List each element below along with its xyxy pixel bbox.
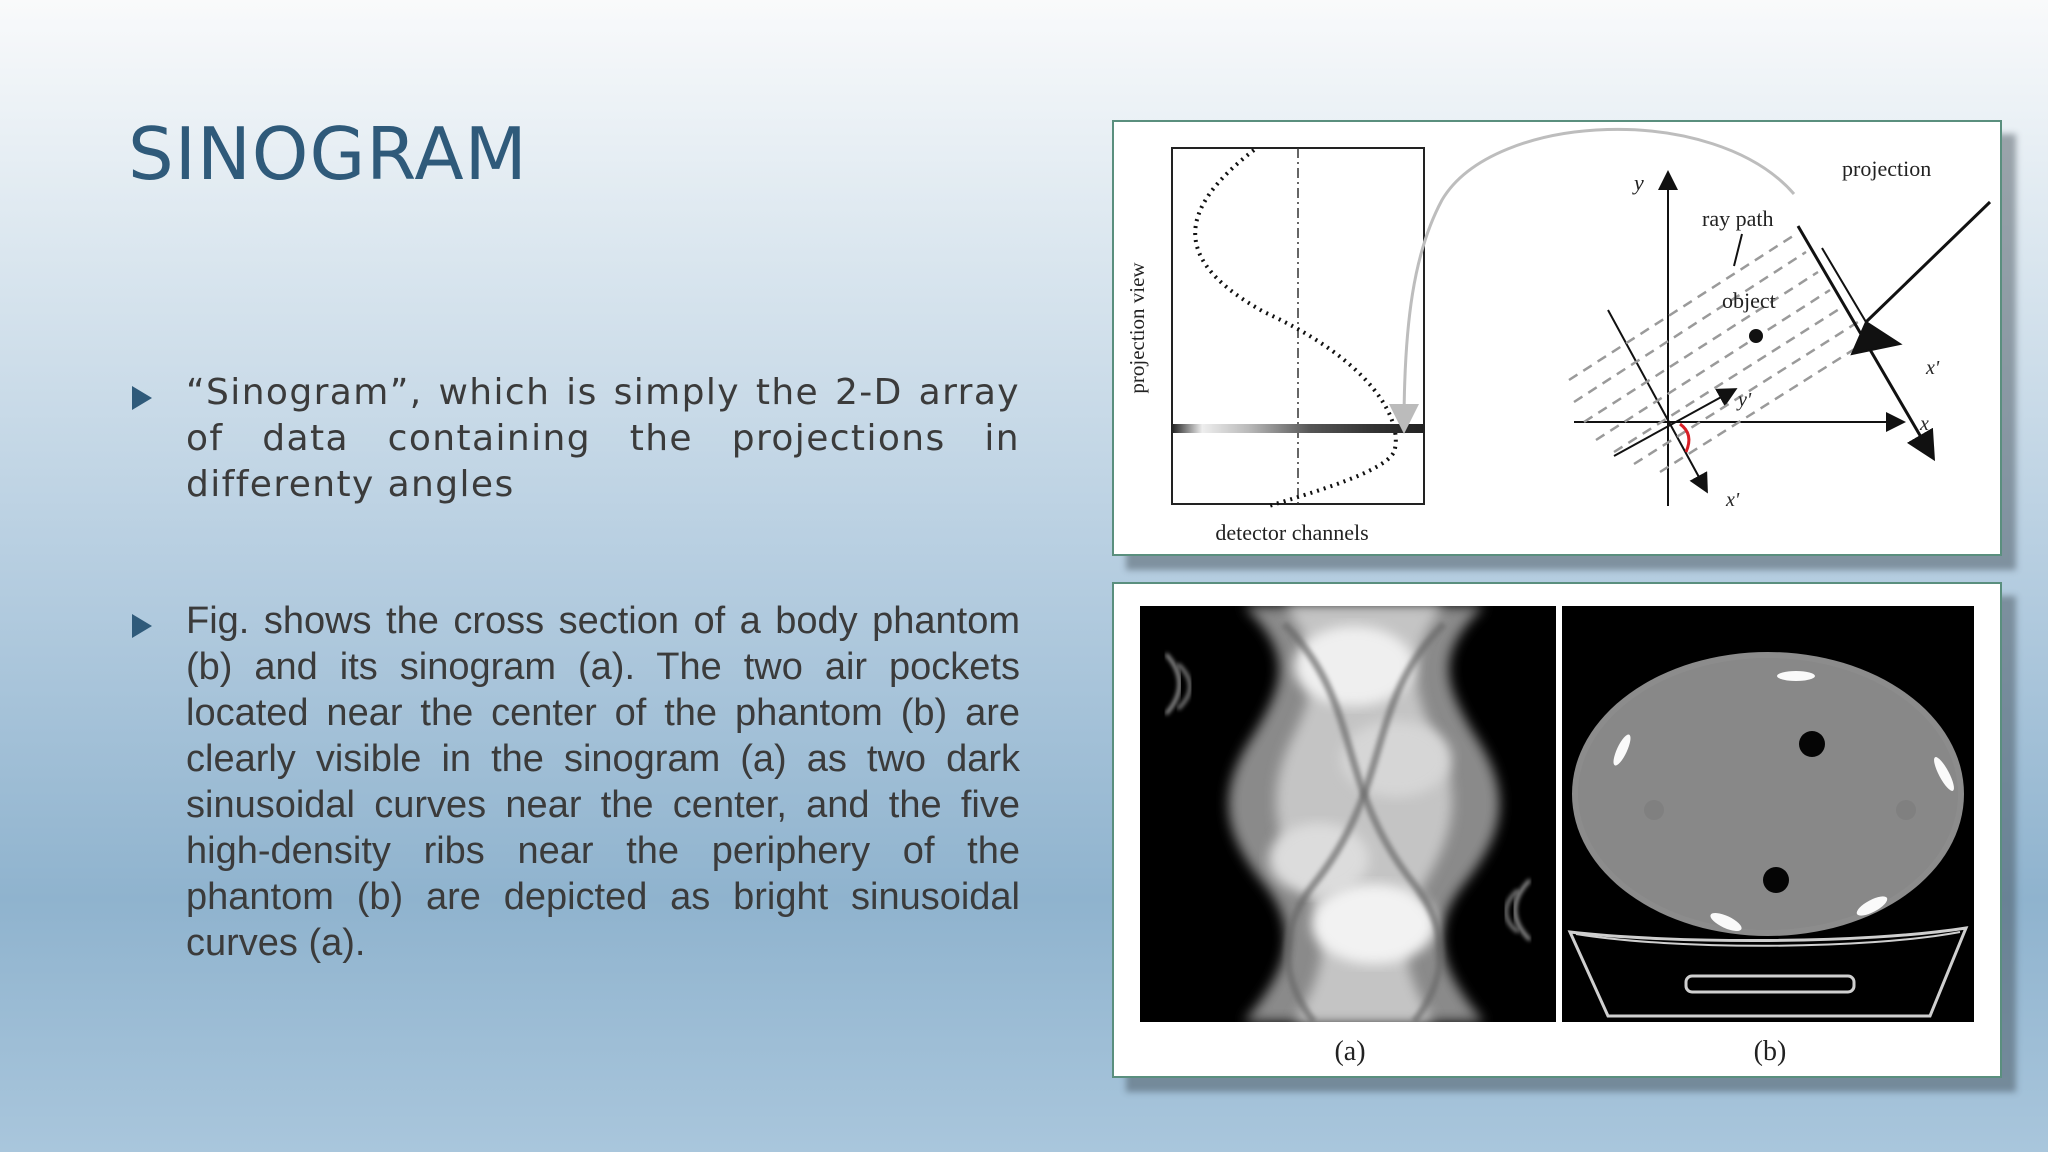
bullet-item-figure-description	[132, 598, 1020, 966]
x-prime-label-upper: x'	[1926, 357, 1940, 379]
projection-spike	[1866, 202, 1990, 322]
x-prime-label-lower: x'	[1726, 489, 1740, 511]
slide-title: SINOGRAM	[128, 112, 528, 196]
projection-label: projection	[1842, 156, 1932, 181]
object-label: object	[1722, 288, 1776, 313]
bullet-text: Fig. shows the cross section of a body phantom (b) and its sinogram (a). The two air pockets located near the center of the phantom (b) are clearly visible in the sinogram (a) as two dark sinusoidal curves near the center, and the five high-density ribs near the periphery of the phantom (b) are depicted as bright sinusoidal curves (a).	[186, 600, 1020, 964]
ray-path-label: ray path	[1702, 206, 1774, 231]
projection-geometry-figure	[1112, 120, 2002, 556]
sinogram-phantom-figure	[1112, 582, 2002, 1078]
sinogram-phantom-images	[1114, 584, 2000, 1076]
angle-arc	[1680, 424, 1689, 452]
bullet-item-sinogram-definition	[132, 370, 1020, 508]
triangle-bullet-icon	[132, 386, 152, 410]
object-dot	[1749, 329, 1763, 343]
ray-paths	[1569, 234, 1872, 472]
projection-row	[1172, 424, 1424, 433]
x-axis-label: detector channels	[1215, 520, 1369, 545]
caption-b: (b)	[1753, 1036, 1787, 1067]
sinusoid-trace	[1195, 150, 1396, 506]
x-label: x	[1920, 413, 1929, 435]
caption-a: (a)	[1334, 1036, 1366, 1067]
projection-geometry-diagram	[1114, 122, 2000, 554]
y-prime-label: y'	[1738, 389, 1752, 411]
mapping-arrow	[1404, 129, 1794, 428]
triangle-bullet-icon	[132, 614, 152, 638]
y-axis-label: projection view	[1125, 262, 1149, 394]
bullet-text: “Sinogram”, which is simply the 2-D array of data containing the projections in differenty angles	[186, 372, 1020, 505]
y-label: y	[1634, 170, 1644, 195]
ray-path-pointer	[1734, 234, 1742, 266]
